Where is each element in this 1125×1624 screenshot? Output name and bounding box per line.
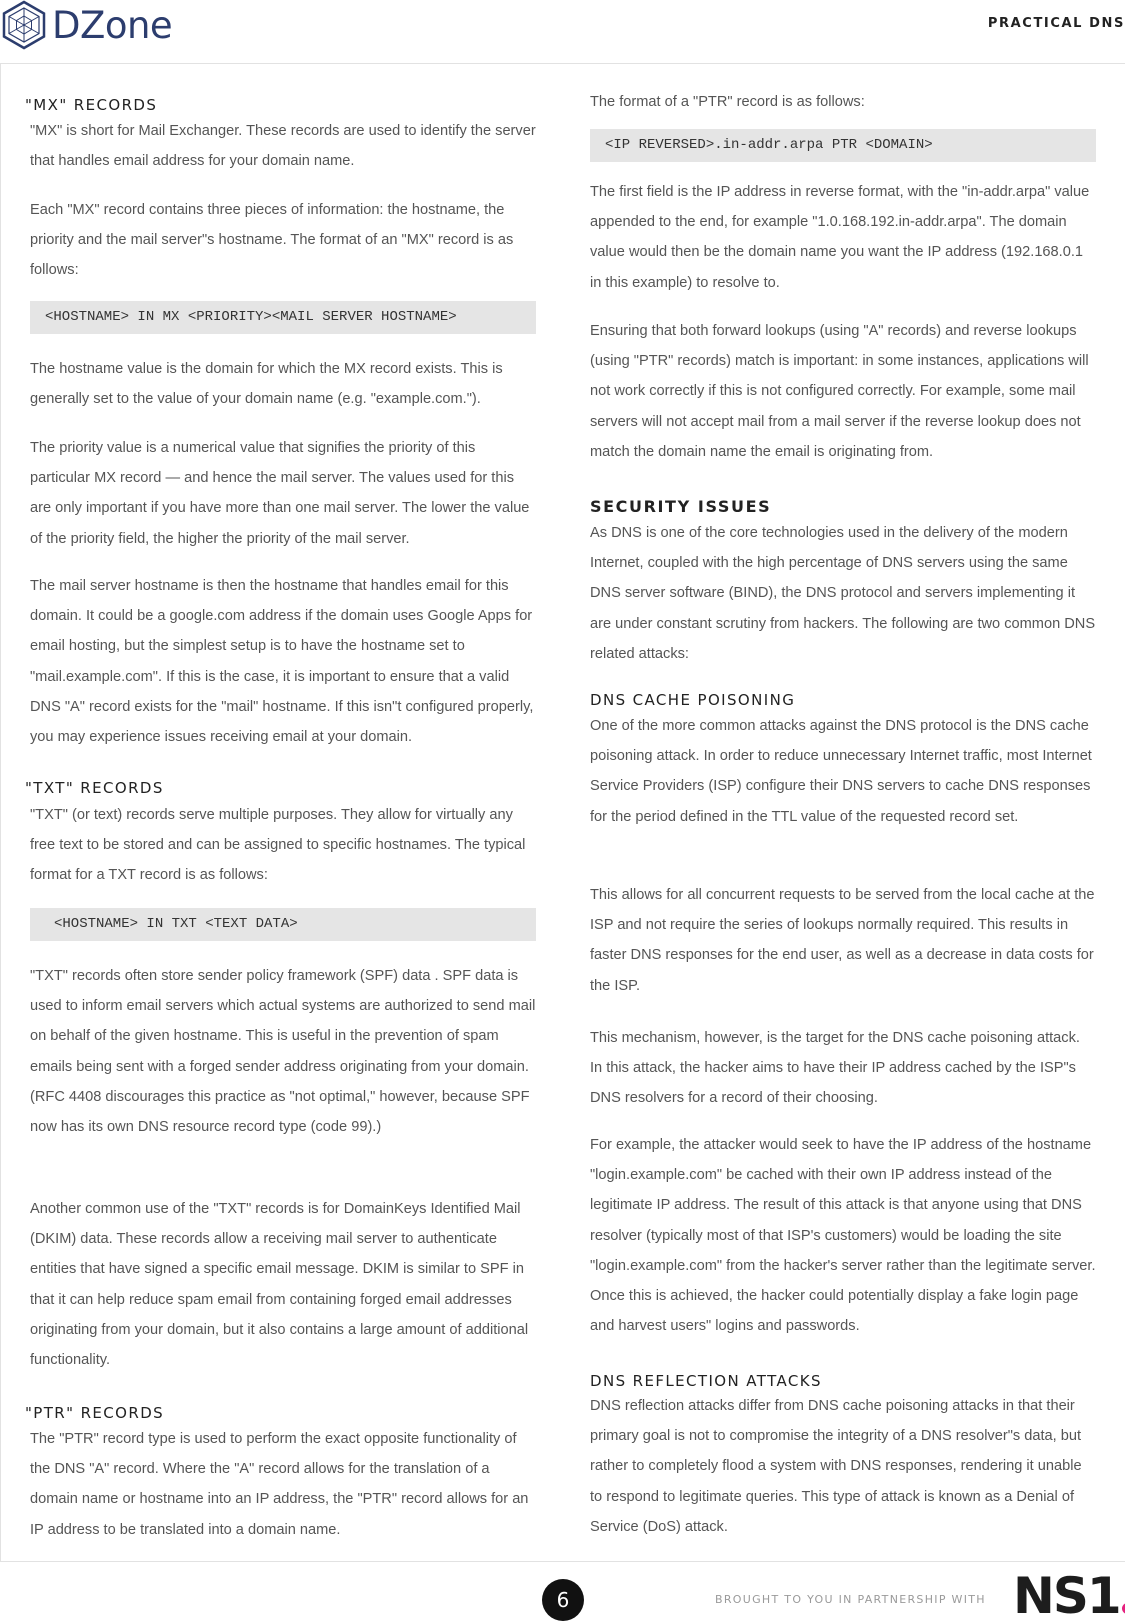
security-heading: SECURITY ISSUES [590,497,772,516]
ns1-logo[interactable] [1013,1567,1125,1624]
ns1-dot-icon [1122,1603,1125,1614]
security-intro-paragraph: As DNS is one of the core technologies used in the delivery of the modern Internet, coupled with the high percentage of DNS servers using the same DNS server software (BIND), the DNS protocol and servers implementing it are under constant scrutiny from hackers. The following are two common DNS related attacks: [590,525,1096,662]
mx-hostname-paragraph: The hostname value is the domain for which the MX record exists. This is generally set to the value of your domain name (e.g. "example.com."). [30,361,503,408]
ptr-format-intro-paragraph: The format of a "PTR" record is as follows: [590,94,865,110]
cache-local-paragraph: This allows for all concurrent requests to be served from the local cache at the ISP and not require the series of lookups normally required. This results in faster DNS responses for the end user, as well as a decrease in data costs for the ISP. [590,887,1095,994]
txt-format-code: <HOSTNAME> IN TXT <TEXT DATA> [30,908,536,941]
cache-example-paragraph: For example, the attacker would seek to have the IP address of the hostname "login.example.com" be cached with their own IP address instead of the legitimate IP address. The result of this attack is that anyone using that DNS resolver (typically most of that ISP's customers) would be loading the site "login.example.com" from the hacker's server rather than the legitimate server. Once this is achieved, the hacker could potentially display a fake login page and harvest users" logins and passwords. [590,1137,1096,1335]
txt-intro-paragraph: "TXT" (or text) records serve multiple purposes. They allow for virtually any free text to be stored and can be assigned to specific hostnames. The typical format for a TXT record is as follows: [30,807,526,884]
mx-format-code: <HOSTNAME> IN MX <PRIORITY><MAIL SERVER HOSTNAME> [30,301,536,334]
page-number: 6 [542,1579,584,1621]
ptr-format-code: <IP REVERSED>.in-addr.arpa PTR <DOMAIN> [590,129,1096,162]
reflection-heading: DNS REFLECTION ATTACKS [590,1372,822,1390]
partnership-text: BROUGHT TO YOU IN PARTNERSHIP WITH [715,1593,986,1606]
reflection-paragraph: DNS reflection attacks differ from DNS cache poisoning attacks in that their primary goal is not to compromise the integrity of a DNS resolver"s data, but rather to completely flood a system with DNS responses, rendering it unable to respond to legitimate queries. This type of attack is known as a Denial of Service (DoS) attack. [590,1398,1082,1535]
txt-spf-paragraph: "TXT" records often store sender policy framework (SPF) data . SPF data is used to inform email servers which actual systems are authorized to send mail on behalf of the given hostname. This is useful in the prevention of spam emails being sent with a forged sender address originating from your domain. (RFC 4408 discourages this practice as "not optimal," however, because SPF now has its own DNS resource record type (code 99).) [30,968,536,1136]
dzone-logo[interactable] [0,0,172,50]
cache-poisoning-heading: DNS CACHE POISONING [590,691,796,709]
page-header [0,0,1125,64]
ns1-logo-text: NS1 [1013,1567,1120,1624]
mx-mailserver-paragraph: The mail server hostname is then the hostname that handles email for this domain. It could be a google.com address if the domain uses Google Apps for email hosting, but the simplest setup is to have the hostname set to "mail.example.com". If this is the case, it is important to ensure that a valid DNS "A" record exists for the "mail" hostname. If this isn"t configured properly, you may experience issues receiving email at your domain. [30,578,534,746]
ptr-intro-paragraph: The "PTR" record type is used to perform the exact opposite functionality of the DNS "A" record. Where the "A" record allows for the translation of a domain name or hostname into an IP address, the "PTR" record allows for an IP address to be translated into a domain name. [30,1431,529,1538]
logo-text: DZone [52,3,173,47]
frame-bottom-divider [0,1561,1125,1562]
mx-fields-paragraph: Each "MX" record contains three pieces of information: the hostname, the priority and the mail server"s hostname. The format of an "MX" record is as follows: [30,202,514,279]
cache-mechanism-paragraph: This mechanism, however, is the target for the DNS cache poisoning attack. In this attack, the hacker aims to have their IP address cached by the ISP"s DNS resolvers for a record of their choosing. [590,1030,1080,1107]
frame-left-divider [0,64,1,1562]
txt-dkim-paragraph: Another common use of the "TXT" records is for DomainKeys Identified Mail (DKIM) data. These records allow a receiving mail server to authenticate entities that have signed a specific email message. DKIM is similar to SPF in that it can help reduce spam email from containing forged email addresses originating from your domain, but it also contains a large amount of additional functionality. [30,1201,529,1369]
cache-intro-paragraph: One of the more common attacks against the DNS protocol is the DNS cache poisoning attack. In order to reduce unnecessary Internet traffic, most Internet Service Providers (ISP) configure their DNS servers to cache DNS responses for the period defined in the TTL value of the requested record set. [590,718,1092,825]
ptr-lookups-paragraph: Ensuring that both forward lookups (using "A" records) and reverse lookups (using "PTR" records) match is important: in some instances, applications will not work correctly if this is not configured correctly. For example, some mail servers will not accept mail from a mail server if the reverse lookup does not match the domain name the email is originating from. [590,323,1089,460]
txt-heading: "TXT" RECORDS [25,779,164,797]
series-title: PRACTICAL DNS [987,16,1125,31]
ptr-reverse-paragraph: The first field is the IP address in reverse format, with the "in-addr.arpa" value appended to the end, for example "1.0.168.192.in-addr.arpa". The domain value would then be the domain name you want the IP address (192.168.0.1 in this example) to resolve to. [590,184,1090,291]
mx-priority-paragraph: The priority value is a numerical value that signifies the priority of this particular MX record — and hence the mail server. The values used for this are only important if you have more than one mail server. The lower the value of the priority field, the higher the priority of the mail server. [30,440,530,547]
mx-intro-paragraph: "MX" is short for Mail Exchanger. These records are used to identify the server that handles email address for your domain name. [30,123,536,170]
mx-heading: "MX" RECORDS [25,96,158,114]
ptr-heading: "PTR" RECORDS [25,1404,165,1422]
dzone-hexagon-icon [0,0,48,50]
